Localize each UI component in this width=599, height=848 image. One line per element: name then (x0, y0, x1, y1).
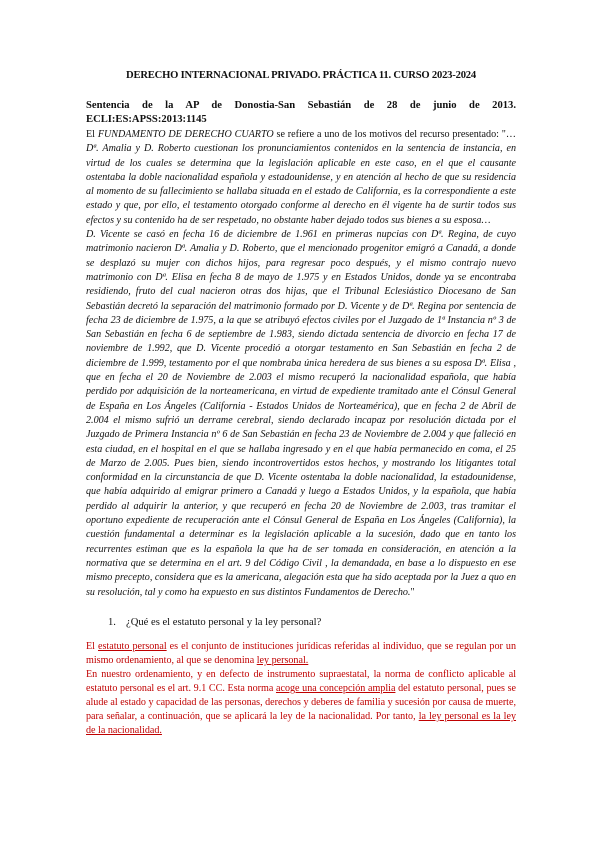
intro-rest: se refiere a uno de los motivos del recurso presentado: "… (273, 129, 517, 140)
intro-paragraph (86, 128, 516, 228)
answer-block (86, 640, 516, 739)
question-number: 1. (108, 616, 116, 628)
answer-underline-conclusion: la ley personal es la ley de la nacionalidad. (86, 711, 517, 737)
document-body (86, 128, 516, 600)
answer-text: es el conjunto de instituciones jurídicas referidas al individuo, que se regulan por un mismo ordenamiento, al que se denomina (86, 640, 516, 666)
document-subtitle: Sentencia de la AP de Donostia-San Sebastián de 28 de junio de 2013. ECLI:ES:APSS:2013:1145 (86, 100, 516, 125)
question-text: ¿Qué es el estatuto personal y la ley personal? (126, 616, 322, 628)
question-item (108, 617, 516, 628)
intro-text: El (86, 129, 98, 140)
document-page (86, 62, 516, 738)
answer-paragraph-1 (86, 640, 516, 668)
answer-underline-estatuto: estatuto personal (98, 640, 167, 652)
answer-underline-ley: ley personal. (256, 654, 309, 666)
document-title: DERECHO INTERNACIONAL PRIVADO. PRÁCTICA 11. CURSO 2023-2024 (126, 70, 476, 81)
quote-paragraph-2: D. Vicente se casó en fecha 16 de diciembre de 1.961 en primeras nupcias con Dª. Regina, de cuyo matrimonio nacieron Dª. Amalia y D. Roberto, que el mencionado progenitor emigró a Canadá, a donde se desplazó su mujer con dichos hijos, para regresar poco después, y el mismo contrajo nuevo matrimonio con Dª. Elisa en fecha 8 de mayo de 1.975 y en Estados Unidos, donde ya se encontraba residiendo, fruto del cual nacieron otras dos hijas, que el Tribunal Eclesiástico Diocesano de San Sebastián decretó la separación del matrimonio formado por D. Vicente y de Dª. Regina por sentencia de fecha 23 de diciembre de 1.975, a la que se atribuyó efectos civiles por el Juzgado de 1ª Instancia nº 3 de San Sebastián en fecha 6 de septiembre de 1.983, siendo dictada sentencia de divorcio en fecha 17 de noviembre de 1.992, que D. Vicente procedió a otorgar testamento en San Sebastián en fecha 2 de diciembre de 1.999, testamento por el que nombraba única heredera de sus bienes a su esposa Dª. Elisa , que en fecha el 20 de Noviembre de 2.003 el mismo recuperó la nacionalidad española, que había perdido por adquisición de la norteamericana, en virtud de expediente tramitado ante el Cónsul General de España en Los Ángeles (California - Estados Unidos de Norteamérica), que en fecha 2 de Abril de 2.004 el mismo sufrió un derrame cerebral, siendo declarado incapaz por resolución dictada por el Juzgado de Primera Instancia nº 6 de San Sebastián en fecha 23 de Noviembre de 2.004 y que falleció en esta ciudad, en el hospital en el que se hallaba ingresado y en el que había permanecido en coma, el 25 de Marzo de 2.005. Pues bien, siendo incontrovertidos estos hechos, y mostrando los litigantes total conformidad en la circunstancia de que D. Vicente ostentaba la doble nacionalidad, la estadounidense, que había adquirido al emigrar primero a Canadá y luego a Estados Unidos, y la española, que había perdido al adquirir la anterior, y que recuperó en fecha 20 de Noviembre de 2.003, tras tramitar el oportuno expediente de recuperación ante el Cónsul General de España en Los Ángeles (California), la cuestión fundamental a determinar es la legislación aplicable a la sucesión, dado que en tanto los recurrentes estiman que es la española la que ha de ser tomada en consideración, en atención a la normativa que se determina en el art. 9 del Código Civil , la demandada, en base a lo dispuesto en ese mismo precepto, considera que es la americana, alegación esta que ha sido aceptada por la Juez a quo en su resolución, tal y como ha expuesto en sus distintos Fundamentos de Derecho. (86, 229, 516, 598)
quote-paragraph-1: Dª. Amalia y D. Roberto cuestionan los pronunciamientos contenidos en la sentencia de instancia, en virtud de los cuales se determina que la legislación aplicable en este caso, en el que el causante ostentaba la doble nacionalidad española y estadounidense, y en atención al hecho de que su residencia al momento de su fallecimiento se hallaba situada en el estado de California, es la correspondiente a este estado y que, por ello, el testamento otorgado conforme al derecho en él vigente ha de surtir todos sus efectos y su contenido ha de ser respetado, no obstante haber dejado todos sus bienes a su esposa… (86, 143, 516, 226)
answer-text: El (86, 640, 99, 652)
answer-text: En nuestro ordenamiento, y en defecto de instrumento supraestatal, la norma de conflicto aplicable al estatuto personal es el art. 9.1 CC. Esta norma (86, 668, 516, 695)
quote-close: " (410, 586, 415, 598)
answer-underline-concepcion: acoge una concepción amplia (275, 683, 396, 695)
fundamento-reference: FUNDAMENTO DE DERECHO CUARTO (97, 129, 274, 140)
answer-paragraph-2 (86, 668, 516, 738)
quote-paragraph-2-container (86, 228, 516, 600)
answer-text: del estatuto personal, pues se alude al estado y capacidad de las personas, derechos y deberes de familia y sucesión por causa de muerte, para señalar, a continuación, que se aplicará la ley de la nacionalidad. Por tanto, (86, 683, 516, 723)
